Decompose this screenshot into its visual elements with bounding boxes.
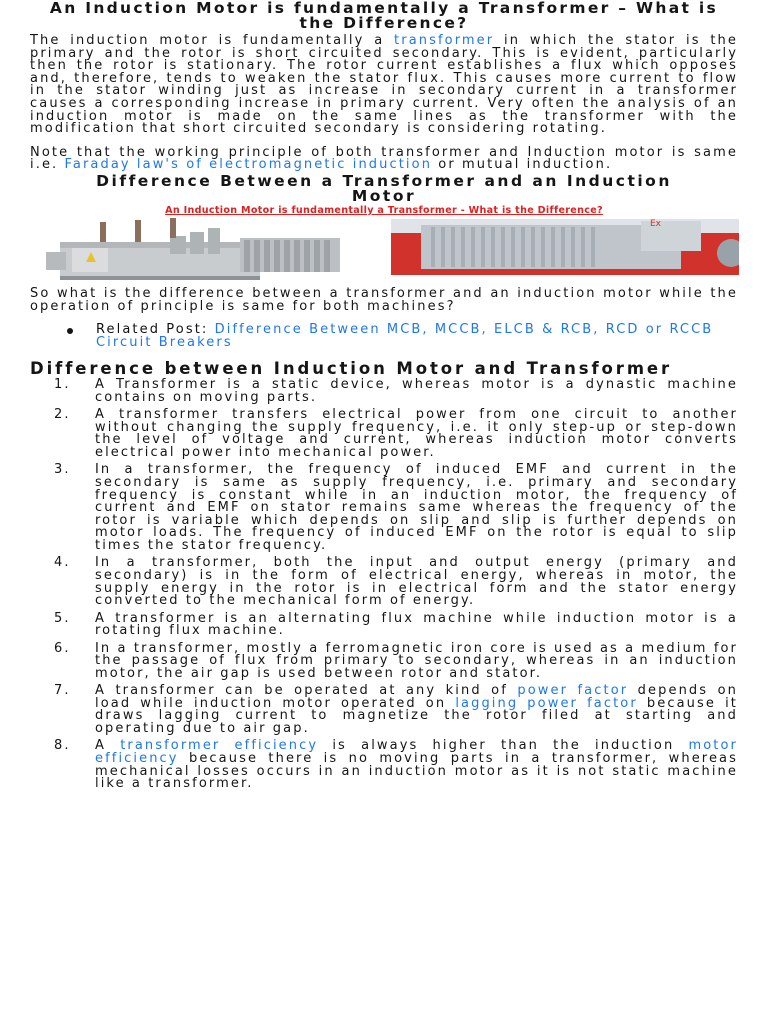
difference-text-middle: depends on load while induction motor operated on (95, 683, 738, 711)
difference-number: 2. (54, 407, 71, 423)
section-title: Difference Between a Transformer and an Induction Motor (96, 171, 672, 205)
difference-item-7 (54, 683, 739, 736)
difference-number: 1. (54, 377, 71, 393)
difference-text: A transformer transfers electrical power from one circuit to another without changing the supply frequency, i.e. it only step-up or step-down the level of voltage and current, whereas induction motor converts electrical power into mechanical power. (95, 407, 738, 461)
article (30, 0, 738, 791)
difference-number: 5. (54, 610, 71, 626)
difference-text-start: A (95, 738, 121, 754)
difference-number: 4. (54, 555, 71, 571)
note-paragraph (30, 144, 738, 173)
note-text-start: Note that the working principle of both transformer and Induction motor is same i.e. (30, 144, 738, 173)
question-paragraph: So what is the difference between a transformer and an induction motor while the operation of principle is same for both machines? (30, 285, 738, 314)
transformer-link[interactable]: transformer (394, 33, 495, 48)
intro-text-start: The induction motor is fundamentally a (30, 33, 395, 48)
power-factor-link[interactable]: power factor (517, 683, 629, 699)
difference-text-start: A transformer can be operated at any kind of (95, 683, 518, 699)
difference-text: In a transformer, both the input and output energy (primary and secondary) is in the form of electrical energy, whereas in motor, the supply energy in the rotor is in electrical form and the stator energy converted to the mechanical form of energy. (95, 555, 738, 609)
difference-number: 3. (54, 462, 71, 478)
difference-item-4 (54, 555, 738, 609)
image-caption[interactable]: An Induction Motor is fundamentally a Transformer - What is the Difference? (165, 204, 603, 216)
difference-number: 8. (54, 738, 71, 754)
motor-ex-badge: Ex (650, 218, 662, 229)
difference-item-8 (54, 738, 738, 792)
difference-item-6 (54, 640, 738, 681)
difference-number: 6. (54, 640, 71, 656)
related-post-prefix: Related Post: (96, 322, 215, 338)
difference-text-end: because there is no moving parts in a transformer, whereas mechanical losses occurs in an induction motor as it is not static machine like a transformer. (95, 750, 738, 792)
differences-heading: Difference between Induction Motor and Transformer (30, 359, 673, 379)
faraday-law-link[interactable]: Faraday law's of electromagnetic induction (64, 157, 433, 173)
difference-item-5 (54, 610, 738, 639)
transformer-efficiency-link[interactable]: transformer efficiency (120, 738, 319, 754)
intro-text-end: in which the stator is the primary and the rotor is short circuited secondary. This is evident, particularly then the rotor is stationary. The rotor current establishes a flux which opposes and, therefore, tends to weaken the stator flux. This causes more current to flow in the stator winding just as increase in secondary current in a transformer causes a corresponding increase in primary current. Very often the analysis of an induction motor is made on the same lines as the transformer with the modification that short circuited secondary is considering rotating. (30, 33, 738, 137)
difference-number: 7. (54, 683, 71, 699)
related-post-item (96, 324, 738, 349)
difference-text: A Transformer is a static device, whereas motor is a dynastic machine contains on moving parts. (95, 377, 738, 405)
induction-motor-image (391, 219, 739, 275)
related-post-list (30, 324, 738, 349)
difference-text: In a transformer, the frequency of induced EMF and current in the secondary is same as supply frequency, i.e. primary and secondary frequency is constant while in an induction motor, the frequency of current and EMF on stator remains same whereas the frequency of the rotor is variable which depends on slip and slip is further depends on motor loads. The frequency of induced EMF on the rotor is equal to slip times the stator frequency. (95, 462, 738, 554)
motor-efficiency-link[interactable]: motor efficiency (95, 738, 738, 766)
note-text-end: or mutual induction. (432, 157, 613, 173)
image-row (30, 218, 738, 288)
difference-item-1 (54, 377, 738, 405)
difference-text-middle: is always higher than the induction (318, 738, 689, 754)
article-title: An Induction Motor is fundamentally a Transformer – What is the Difference? (49, 0, 719, 32)
difference-item-3 (54, 462, 738, 554)
transformer-image (40, 218, 346, 284)
intro-paragraph (30, 35, 738, 136)
differences-list (30, 379, 738, 790)
difference-text: A transformer is an alternating flux machine while induction motor is a rotating flux machine. (95, 610, 738, 639)
lagging-power-factor-link[interactable]: lagging power factor (455, 695, 638, 711)
difference-text: In a transformer, mostly a ferromagnetic iron core is used as a medium for the passage of flux from primary to secondary, whereas in an induction motor, the air gap is used between rotor and stator. (95, 640, 738, 681)
difference-text-end: because it draws lagging current to magnetize the rotor filed at starting and operating due to air gap. (95, 695, 739, 736)
related-post-link[interactable]: Difference Between MCB, MCCB, ELCB & RCB, RCD or RCCB Circuit Breakers (96, 322, 714, 350)
difference-item-2 (54, 407, 738, 461)
